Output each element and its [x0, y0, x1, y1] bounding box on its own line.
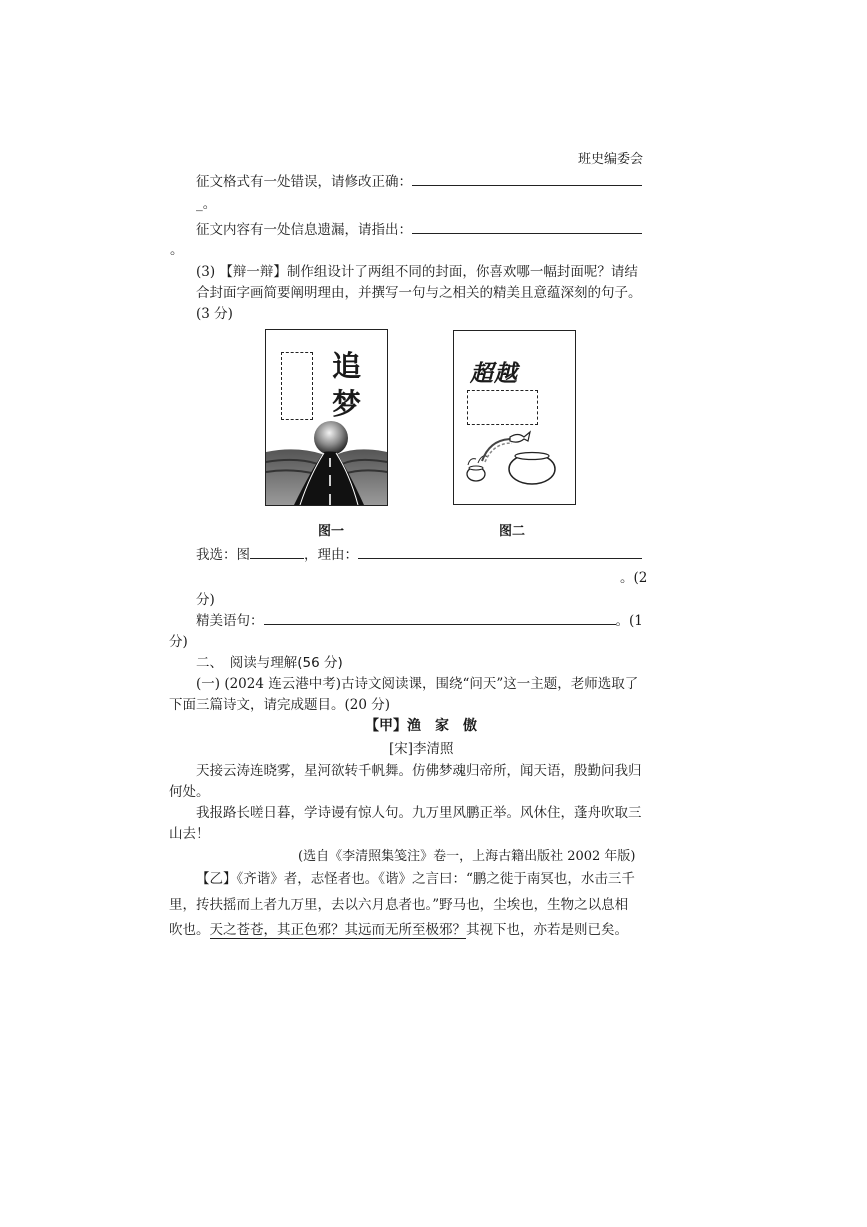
- leaping-fish-jars-illustration: [454, 331, 575, 504]
- yi-line-3-c: 其视下也，亦若是则已矣。: [466, 922, 628, 938]
- poem-line-4: 山去！: [169, 826, 210, 842]
- figure-choice-blank[interactable]: [250, 558, 304, 559]
- section-2-intro-2: 下面三篇诗文，请完成题目。(20 分): [169, 697, 391, 713]
- yi-line-1: 【乙】《齐谐》者，志怪者也。《谐》之言曰：“鹏之徙于南冥也，水击三千: [196, 871, 635, 887]
- reason-tail-2: 分): [196, 592, 215, 608]
- poem-line-1: 天接云涛连晓雾，星河欲转千帆舞。仿佛梦魂归帝所，闻天语，殷勤问我归: [196, 763, 642, 779]
- reason-tail: 。(2: [620, 570, 648, 586]
- poem-author: [宋]李清照: [389, 741, 454, 757]
- section-2-intro-1: (一) (2024 连云港中考)古诗文阅读课，围绕“问天”这一主题，老师选取了: [196, 676, 639, 692]
- caption-figure-1: 图一: [318, 524, 345, 539]
- poem-source: (选自《李清照集笺注》卷一，上海古籍出版社 2002 年版): [298, 849, 636, 864]
- format-question-tail: _。: [196, 196, 217, 212]
- poem-line-3: 我报路长嗟日暮，学诗谩有惊人句。九万里风鹏正举。风休住，蓬舟吹取三: [196, 805, 642, 821]
- content-answer-blank[interactable]: [412, 233, 642, 234]
- format-answer-blank[interactable]: [412, 185, 642, 186]
- q3-line1: (3) 【辩一辩】制作组设计了两组不同的封面，你喜欢哪一幅封面呢？请结: [196, 264, 638, 280]
- content-question-label: 征文内容有一处信息遗漏，请指出：: [196, 222, 412, 238]
- header-org: 班史编委会: [578, 152, 644, 167]
- content-question-tail: 。: [170, 242, 184, 258]
- choose-label: 我选：图: [196, 547, 250, 563]
- cover-1-title-char-1: 追: [332, 349, 362, 383]
- q3-line2: 合封面字画简要阐明理由，并撰写一句与之相关的精美且意蕴深刻的句子。: [196, 285, 642, 301]
- poem-line-2: 何处。: [169, 784, 210, 800]
- sentence-blank[interactable]: [264, 624, 616, 625]
- section-2-title: 二、 阅读与理解(56 分): [196, 655, 343, 671]
- poem-title: 【甲】渔 家 傲: [365, 718, 477, 734]
- cover-2-title: 超越: [470, 360, 518, 387]
- q3-score: (3 分): [196, 306, 233, 322]
- cover-figure-1: [265, 329, 388, 506]
- yi-line-3-a: 吹也。: [169, 922, 210, 938]
- yi-underlined-sentence: 天之苍苍，其正色邪？其远而无所至极邪？: [209, 922, 466, 938]
- sentence-tail: 。(1: [615, 613, 643, 629]
- sentence-tail-2: 分): [169, 634, 188, 650]
- content-question: [196, 218, 642, 238]
- road-sunrise-illustration: [266, 330, 387, 505]
- reason-label: ，理由：: [304, 547, 358, 563]
- cover-figure-2: [453, 330, 576, 505]
- reason-blank[interactable]: [358, 558, 642, 559]
- yi-line-3: [169, 918, 628, 938]
- sentence-row: [196, 609, 643, 629]
- cover-1-title-char-2: 梦: [332, 387, 362, 421]
- yi-line-2: 里，抟扶摇而上者九万里，去以六月息者也。”野马也，尘埃也，生物之以息相: [169, 897, 629, 913]
- sentence-label: 精美语句：: [196, 613, 264, 629]
- format-question-label: 征文格式有一处错误，请修改正确：: [196, 174, 412, 190]
- caption-figure-2: 图二: [499, 524, 526, 539]
- format-question: [196, 170, 642, 190]
- choose-row: [196, 543, 642, 563]
